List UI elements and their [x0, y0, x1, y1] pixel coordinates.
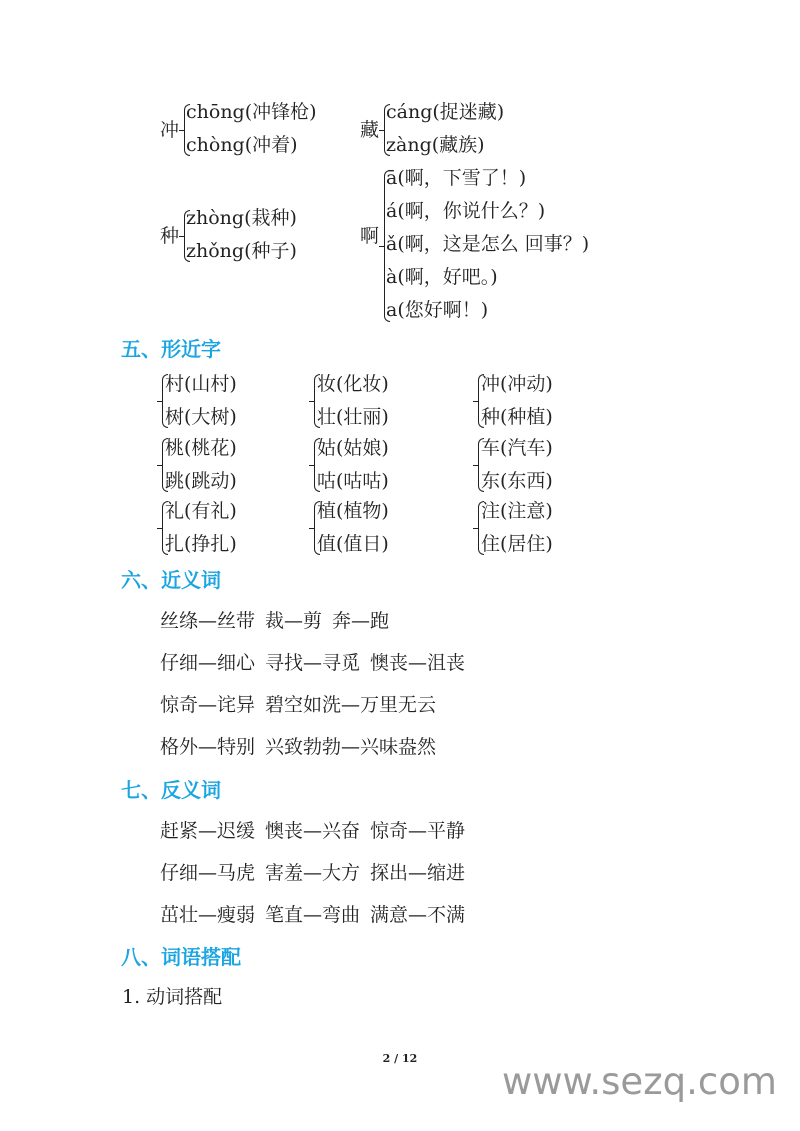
similar-char: 妆(化妆): [317, 373, 389, 395]
word-pair: 碧空如洗—万里无云: [265, 694, 437, 716]
word-pair-line: [160, 654, 475, 673]
word-pair-line: [160, 864, 475, 883]
similar-char: 植(植物): [317, 500, 389, 522]
similar-char: 树(大树): [165, 406, 237, 428]
pair-items: [481, 495, 553, 561]
word-pair: 害羞—大方: [265, 862, 361, 884]
subsection-title: 1. 动词搭配: [122, 986, 223, 1008]
reading: zhǒng(种子): [186, 240, 297, 262]
page-number: 2 / 12: [382, 1052, 418, 1065]
word-pair: 懊丧—沮丧: [370, 652, 466, 674]
word-pair: 赶紧—迟缓: [160, 820, 256, 842]
word-pair: 惊奇—诧异: [160, 694, 256, 716]
similar-char: 车(汽车): [481, 437, 553, 459]
word-pair: 满意—不满: [370, 904, 466, 926]
similar-char: 冲(冲动): [481, 373, 553, 395]
section-heading: 六、近义词: [121, 568, 221, 592]
similar-char: 扎(挣扎): [165, 533, 237, 555]
similar-char: 村(山村): [165, 373, 237, 395]
polyphone-char: 冲: [160, 119, 180, 141]
similar-char: 咕(咕咕): [317, 470, 389, 492]
reading: ā(啊，下雪了！): [386, 167, 527, 189]
reading: á(啊，你说什么？): [386, 200, 546, 222]
word-pair: 奔—跑: [332, 610, 390, 632]
word-pair: 裁—剪: [265, 610, 323, 632]
reading: zhòng(栽种): [186, 207, 297, 229]
similar-char: 东(东西): [481, 470, 553, 492]
word-pair: 寻找—寻觅: [265, 652, 361, 674]
pair-items: [481, 368, 553, 434]
reading-list: [386, 162, 589, 327]
pair-items: [317, 368, 389, 434]
pair-items: [481, 432, 553, 498]
word-pair: 格外—特别: [160, 736, 256, 758]
pair-items: [317, 495, 389, 561]
section-heading: 八、词语搭配: [121, 945, 241, 969]
word-pair: 笔直—弯曲: [265, 904, 361, 926]
word-pair-line: [160, 822, 475, 841]
pair-items: [165, 495, 237, 561]
word-pair-line: [160, 738, 446, 757]
reading: à(啊，好吧。): [386, 266, 498, 288]
word-pair-line: [160, 696, 446, 715]
word-pair: 丝绦—丝带: [160, 610, 256, 632]
similar-char: 桃(桃花): [165, 437, 237, 459]
reading: chōng(冲锋枪): [186, 101, 317, 123]
similar-char: 注(注意): [481, 500, 553, 522]
similar-char: 礼(有礼): [165, 500, 237, 522]
word-pair: 茁壮—瘦弱: [160, 904, 256, 926]
word-pair: 仔细—细心: [160, 652, 256, 674]
word-pair: 惊奇—平静: [370, 820, 466, 842]
reading: chòng(冲着): [186, 134, 298, 156]
similar-char: 种(种植): [481, 406, 553, 428]
section-heading: 七、反义词: [121, 778, 221, 802]
reading-list: [186, 202, 297, 268]
similar-char: 壮(壮丽): [317, 406, 389, 428]
similar-char: 跳(跳动): [165, 470, 237, 492]
pair-items: [165, 368, 237, 434]
similar-char: 住(居住): [481, 533, 553, 555]
word-pair-line: [160, 612, 399, 631]
reading-list: [186, 96, 317, 162]
section-heading: 五、形近字: [121, 337, 221, 361]
reading: ǎ(啊，这是怎么 回事？): [386, 233, 590, 255]
watermark: www.sezq.com: [502, 1060, 777, 1103]
polyphone-char: 藏: [360, 119, 380, 141]
word-pair: 懊丧—兴奋: [265, 820, 361, 842]
word-pair: 探出—缩进: [370, 862, 466, 884]
similar-char: 姑(姑娘): [317, 437, 389, 459]
reading: cáng(捉迷藏): [386, 101, 505, 123]
pair-items: [165, 432, 237, 498]
reading-list: [386, 96, 504, 162]
pair-items: [317, 432, 389, 498]
reading: zàng(藏族): [386, 134, 485, 156]
word-pair: 兴致勃勃—兴味盎然: [265, 736, 437, 758]
polyphone-char: 啊: [360, 225, 380, 247]
word-pair: 仔细—马虎: [160, 862, 256, 884]
reading: a(您好啊！): [386, 299, 489, 321]
word-pair-line: [160, 906, 475, 925]
polyphone-char: 种: [160, 225, 180, 247]
similar-char: 值(值日): [317, 533, 389, 555]
